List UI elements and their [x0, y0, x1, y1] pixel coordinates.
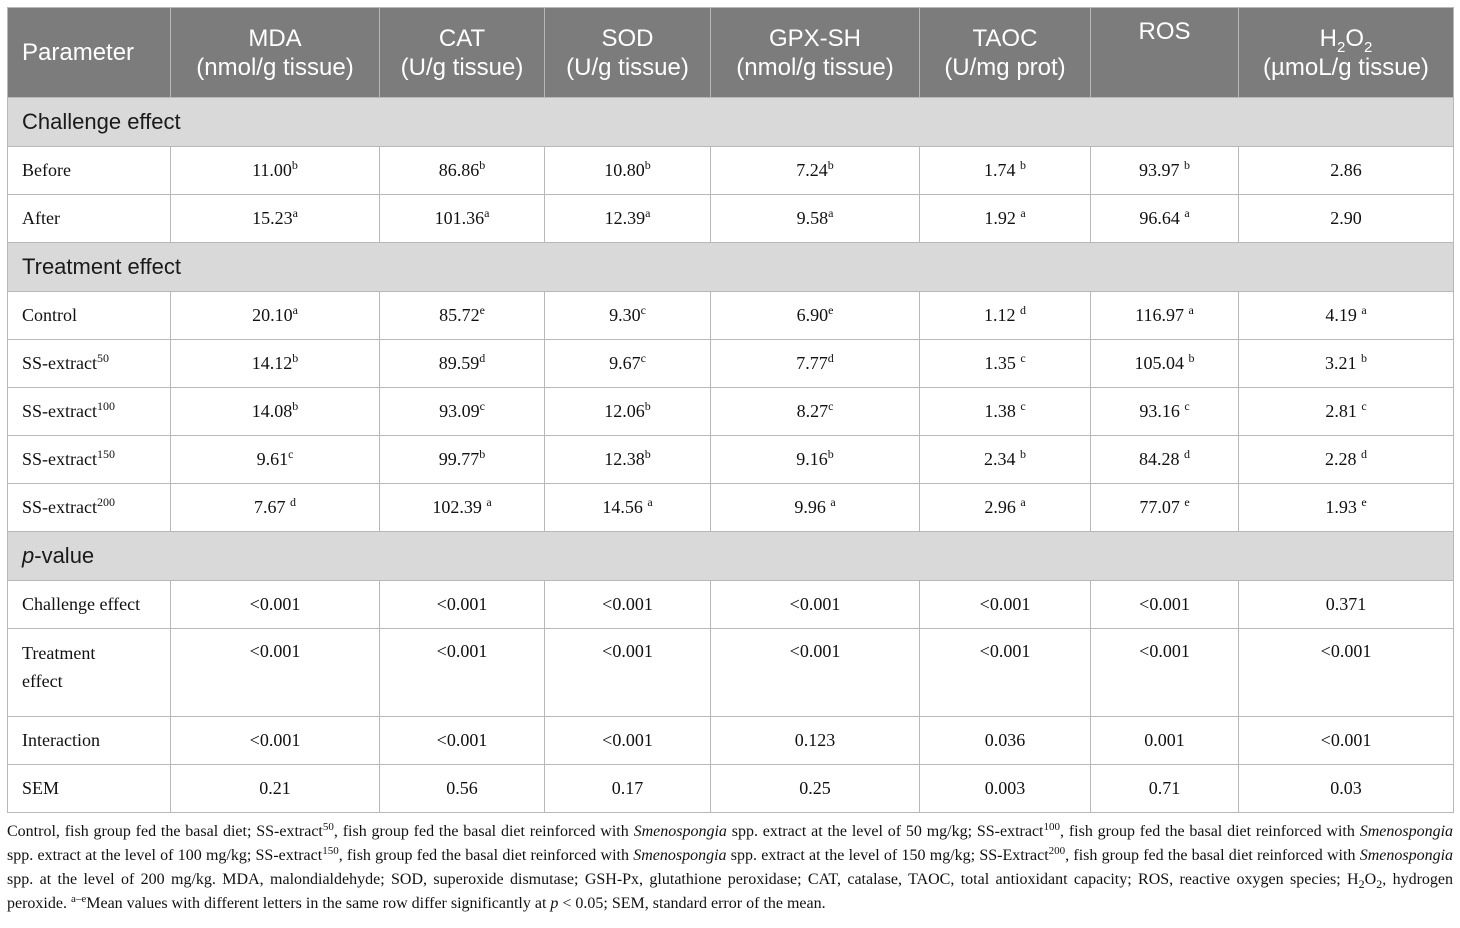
cell-gpx-sh: <0.001 — [711, 581, 920, 629]
header-parameter: Parameter — [8, 8, 171, 98]
cell-cat: 102.39 $^a$ — [380, 484, 545, 532]
cell-ros: 116.97 $^a$ — [1091, 292, 1239, 340]
cell-mda: 14.12$^b$ — [171, 340, 380, 388]
cell-ros: 0.71 — [1091, 765, 1239, 813]
cell-ros: <0.001 — [1091, 629, 1239, 717]
row-label: Before — [8, 147, 171, 195]
table-footnote: Control, fish group fed the basal diet; SS-extract$^{50}$, fish group fed the basal diet reinforced with Smenospongia spp. extract at the level of 50 mg/kg; SS-extract$^{100}$, fish group fed the basal diet reinforced with Smenospongia spp. extract at the level of 100 mg/kg; SS-extract$^{150}$, fish group fed the basal diet reinforced with Smenospongia spp. extract at the level of 150 mg/kg; SS-Extract$^{200}$, fish group fed the basal diet reinforced with Smenospongia spp. at the level of 200 mg/kg. MDA, malondialdehyde; SOD, superoxide dismutase; GSH-Px, glutathione peroxidase; CAT, catalase, TAOC, total antioxidant capacity; ROS, reactive oxygen species; $H_2O_2$, hydrogen peroxide. $^{a-e}$Mean values with different letters in the same row differ significantly at p < 0.05; SEM, standard error of the mean. — [7, 821, 1454, 912]
cell-h2o2: 2.86 — [1239, 147, 1454, 195]
cell-cat: 101.36$^a$ — [380, 195, 545, 243]
row-label: Treatment effect — [8, 629, 171, 717]
cell-gpx-sh: 8.27$^c$ — [711, 388, 920, 436]
header-ros-name: ROS — [1138, 18, 1191, 45]
cell-sod: 9.67$^c$ — [545, 340, 711, 388]
cell-taoc: 0.003 — [920, 765, 1091, 813]
table-row — [8, 765, 1454, 813]
cell-gpx-sh: 9.58$^a$ — [711, 195, 920, 243]
header-taoc-unit: (U/mg prot) — [944, 53, 1066, 81]
cell-ros: 84.28 $^d$ — [1091, 436, 1239, 484]
section-p-value — [8, 532, 1454, 581]
cell-cat: 86.86$^b$ — [380, 147, 545, 195]
header-sod-unit: (U/g tissue) — [566, 53, 689, 81]
row-label: SS-extract$^{200}$ — [8, 484, 171, 532]
cell-sod: <0.001 — [545, 629, 711, 717]
cell-cat: 0.56 — [380, 765, 545, 813]
cell-mda: 7.67 $^d$ — [171, 484, 380, 532]
cell-sod: <0.001 — [545, 581, 711, 629]
cell-taoc: 1.35 $^c$ — [920, 340, 1091, 388]
antioxidant-data-table — [7, 7, 1454, 813]
cell-mda: <0.001 — [171, 581, 380, 629]
cell-ros: 0.001 — [1091, 717, 1239, 765]
cell-h2o2: 1.93 $^e$ — [1239, 484, 1454, 532]
row-label: Interaction — [8, 717, 171, 765]
cell-gpx-sh: 6.90e — [711, 292, 920, 340]
header-cat-unit: (U/g tissue) — [400, 53, 524, 81]
header-cat-name: CAT — [438, 24, 486, 52]
cell-h2o2: 0.371 — [1239, 581, 1454, 629]
row-label: SS-extract$^{100}$ — [8, 388, 171, 436]
table-row — [8, 388, 1454, 436]
cell-ros: 96.64 $^a$ — [1091, 195, 1239, 243]
section-challenge-effect-title: Challenge effect — [8, 98, 1454, 147]
section-treatment-effect-title: Treatment effect — [8, 243, 1454, 292]
header-mda-unit: (nmol/g tissue) — [196, 53, 354, 81]
cell-sod: 10.80$^b$ — [545, 147, 711, 195]
table-row — [8, 484, 1454, 532]
cell-gpx-sh: 0.123 — [711, 717, 920, 765]
cell-sod: <0.001 — [545, 717, 711, 765]
cell-taoc: 0.036 — [920, 717, 1091, 765]
table-row — [8, 340, 1454, 388]
cell-ros: 93.97 $^b$ — [1091, 147, 1239, 195]
cell-ros: 105.04 $^b$ — [1091, 340, 1239, 388]
cell-h2o2: <0.001 — [1239, 629, 1454, 717]
table-row — [8, 147, 1454, 195]
cell-h2o2: 4.19 $^a$ — [1239, 292, 1454, 340]
header-taoc-name: TAOC — [972, 24, 1038, 52]
cell-cat: 93.09$^c$ — [380, 388, 545, 436]
cell-mda: 9.61$^c$ — [171, 436, 380, 484]
cell-gpx-sh: 7.24$^b$ — [711, 147, 920, 195]
header-ros — [1091, 8, 1239, 98]
cell-taoc: 1.92 $^a$ — [920, 195, 1091, 243]
table-row — [8, 292, 1454, 340]
table-row — [8, 581, 1454, 629]
cell-cat: <0.001 — [380, 581, 545, 629]
header-h2o2-unit: (µmoL/g tissue) — [1263, 53, 1429, 81]
section-p-value-title: p-value — [8, 532, 1454, 581]
header-sod-name: SOD — [601, 24, 654, 52]
cell-gpx-sh: 7.77$^d$ — [711, 340, 920, 388]
cell-sod: 9.30$^c$ — [545, 292, 711, 340]
table-row — [8, 717, 1454, 765]
row-label: Challenge effect — [8, 581, 171, 629]
row-label: SS-extract$^{150}$ — [8, 436, 171, 484]
cell-sod: 14.56 $^a$ — [545, 484, 711, 532]
cell-gpx-sh: <0.001 — [711, 629, 920, 717]
cell-mda: 15.23$^a$ — [171, 195, 380, 243]
cell-cat: 99.77$^b$ — [380, 436, 545, 484]
cell-taoc: 2.34 $^b$ — [920, 436, 1091, 484]
cell-h2o2: 0.03 — [1239, 765, 1454, 813]
header-row — [8, 8, 1454, 98]
cell-h2o2: <0.001 — [1239, 717, 1454, 765]
cell-gpx-sh: 0.25 — [711, 765, 920, 813]
cell-mda: 14.08$^b$ — [171, 388, 380, 436]
cell-cat: <0.001 — [380, 717, 545, 765]
header-cat — [380, 8, 545, 98]
row-label: SEM — [8, 765, 171, 813]
cell-h2o2: 2.90 — [1239, 195, 1454, 243]
cell-h2o2: 2.28 $^d$ — [1239, 436, 1454, 484]
cell-mda: 20.10$^a$ — [171, 292, 380, 340]
table-container — [7, 7, 1453, 916]
table-row — [8, 195, 1454, 243]
header-h2o2-name: $H_2O_2$ — [1319, 24, 1373, 56]
cell-gpx-sh: 9.96 $^a$ — [711, 484, 920, 532]
table-row — [8, 629, 1454, 717]
cell-gpx-sh: 9.16$^b$ — [711, 436, 920, 484]
cell-mda: 11.00$^b$ — [171, 147, 380, 195]
table-body — [8, 98, 1454, 813]
cell-sod: 12.39$^a$ — [545, 195, 711, 243]
cell-mda: <0.001 — [171, 629, 380, 717]
table-row — [8, 436, 1454, 484]
cell-cat: 85.72e — [380, 292, 545, 340]
cell-taoc: 1.12 $^d$ — [920, 292, 1091, 340]
cell-sod: 12.38$^b$ — [545, 436, 711, 484]
cell-h2o2: 2.81 $^c$ — [1239, 388, 1454, 436]
section-challenge-effect — [8, 98, 1454, 147]
cell-taoc: <0.001 — [920, 629, 1091, 717]
header-gpx-sh-name: GPX-SH — [768, 24, 861, 52]
cell-taoc: 1.74 $^b$ — [920, 147, 1091, 195]
cell-taoc: 2.96 $^a$ — [920, 484, 1091, 532]
cell-mda: 0.21 — [171, 765, 380, 813]
cell-ros: 93.16 $^c$ — [1091, 388, 1239, 436]
row-label: Control — [8, 292, 171, 340]
cell-sod: 12.06$^b$ — [545, 388, 711, 436]
row-label: SS-extract$^{50}$ — [8, 340, 171, 388]
cell-cat: 89.59$^d$ — [380, 340, 545, 388]
header-taoc — [920, 8, 1091, 98]
header-gpx-sh-unit: (nmol/g tissue) — [736, 53, 894, 81]
row-label: After — [8, 195, 171, 243]
cell-sod: 0.17 — [545, 765, 711, 813]
cell-taoc: 1.38 $^c$ — [920, 388, 1091, 436]
cell-ros: 77.07 $^e$ — [1091, 484, 1239, 532]
cell-cat: <0.001 — [380, 629, 545, 717]
header-sod — [545, 8, 711, 98]
cell-ros: <0.001 — [1091, 581, 1239, 629]
header-mda — [171, 8, 380, 98]
section-treatment-effect — [8, 243, 1454, 292]
header-mda-name: MDA — [248, 24, 302, 52]
cell-taoc: <0.001 — [920, 581, 1091, 629]
cell-h2o2: 3.21 $^b$ — [1239, 340, 1454, 388]
header-h2o2 — [1239, 8, 1454, 98]
cell-mda: <0.001 — [171, 717, 380, 765]
header-gpx-sh — [711, 8, 920, 98]
